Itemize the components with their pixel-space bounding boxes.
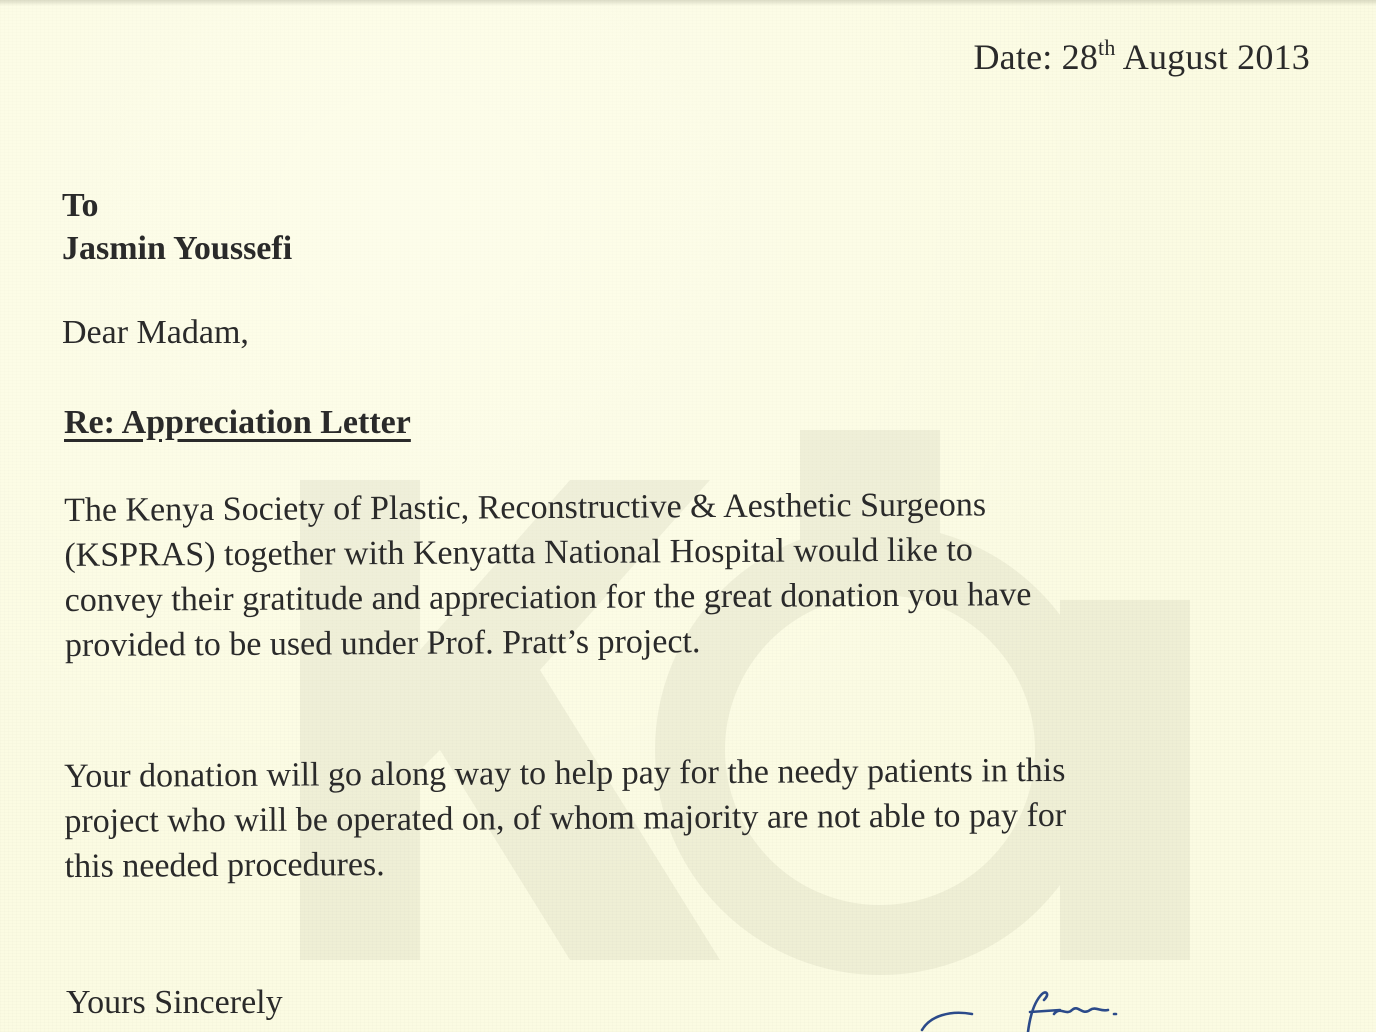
paragraph-line: this needed procedures. <box>64 846 385 885</box>
scan-edge-shadow <box>0 0 1376 6</box>
signature-scribble <box>910 986 1150 1032</box>
paragraph-line: (KSPRAS) together with Kenyatta National Hospital would like to <box>64 531 973 574</box>
letter-date <box>973 36 1310 78</box>
paragraph-line: The Kenya Society of Plastic, Reconstructive & Aesthetic Surgeons <box>64 486 987 529</box>
date-suffix: August 2013 <box>1115 37 1310 77</box>
date-prefix: Date: 28 <box>973 37 1099 77</box>
recipient-block <box>62 184 292 270</box>
recipient-name: Jasmin Youssefi <box>62 230 293 267</box>
paragraph-line: Your donation will go along way to help pay for the needy patients in this <box>64 751 1066 795</box>
date-ordinal: th <box>1098 35 1116 60</box>
salutation: Dear Madam, <box>62 314 249 351</box>
paragraph-line: project who will be operated on, of whom majority are not able to pay for <box>64 796 1067 840</box>
paragraph-line: provided to be used under Prof. Pratt’s project. <box>64 623 701 664</box>
recipient-to: To <box>62 187 99 224</box>
paragraph-line: convey their gratitude and appreciation for the great donation you have <box>64 576 1032 619</box>
paragraph-donation-impact <box>64 747 1265 889</box>
closing: Yours Sincerely <box>66 984 283 1021</box>
subject-line: Re: Appreciation Letter <box>64 404 411 441</box>
paragraph-gratitude <box>64 481 1265 668</box>
